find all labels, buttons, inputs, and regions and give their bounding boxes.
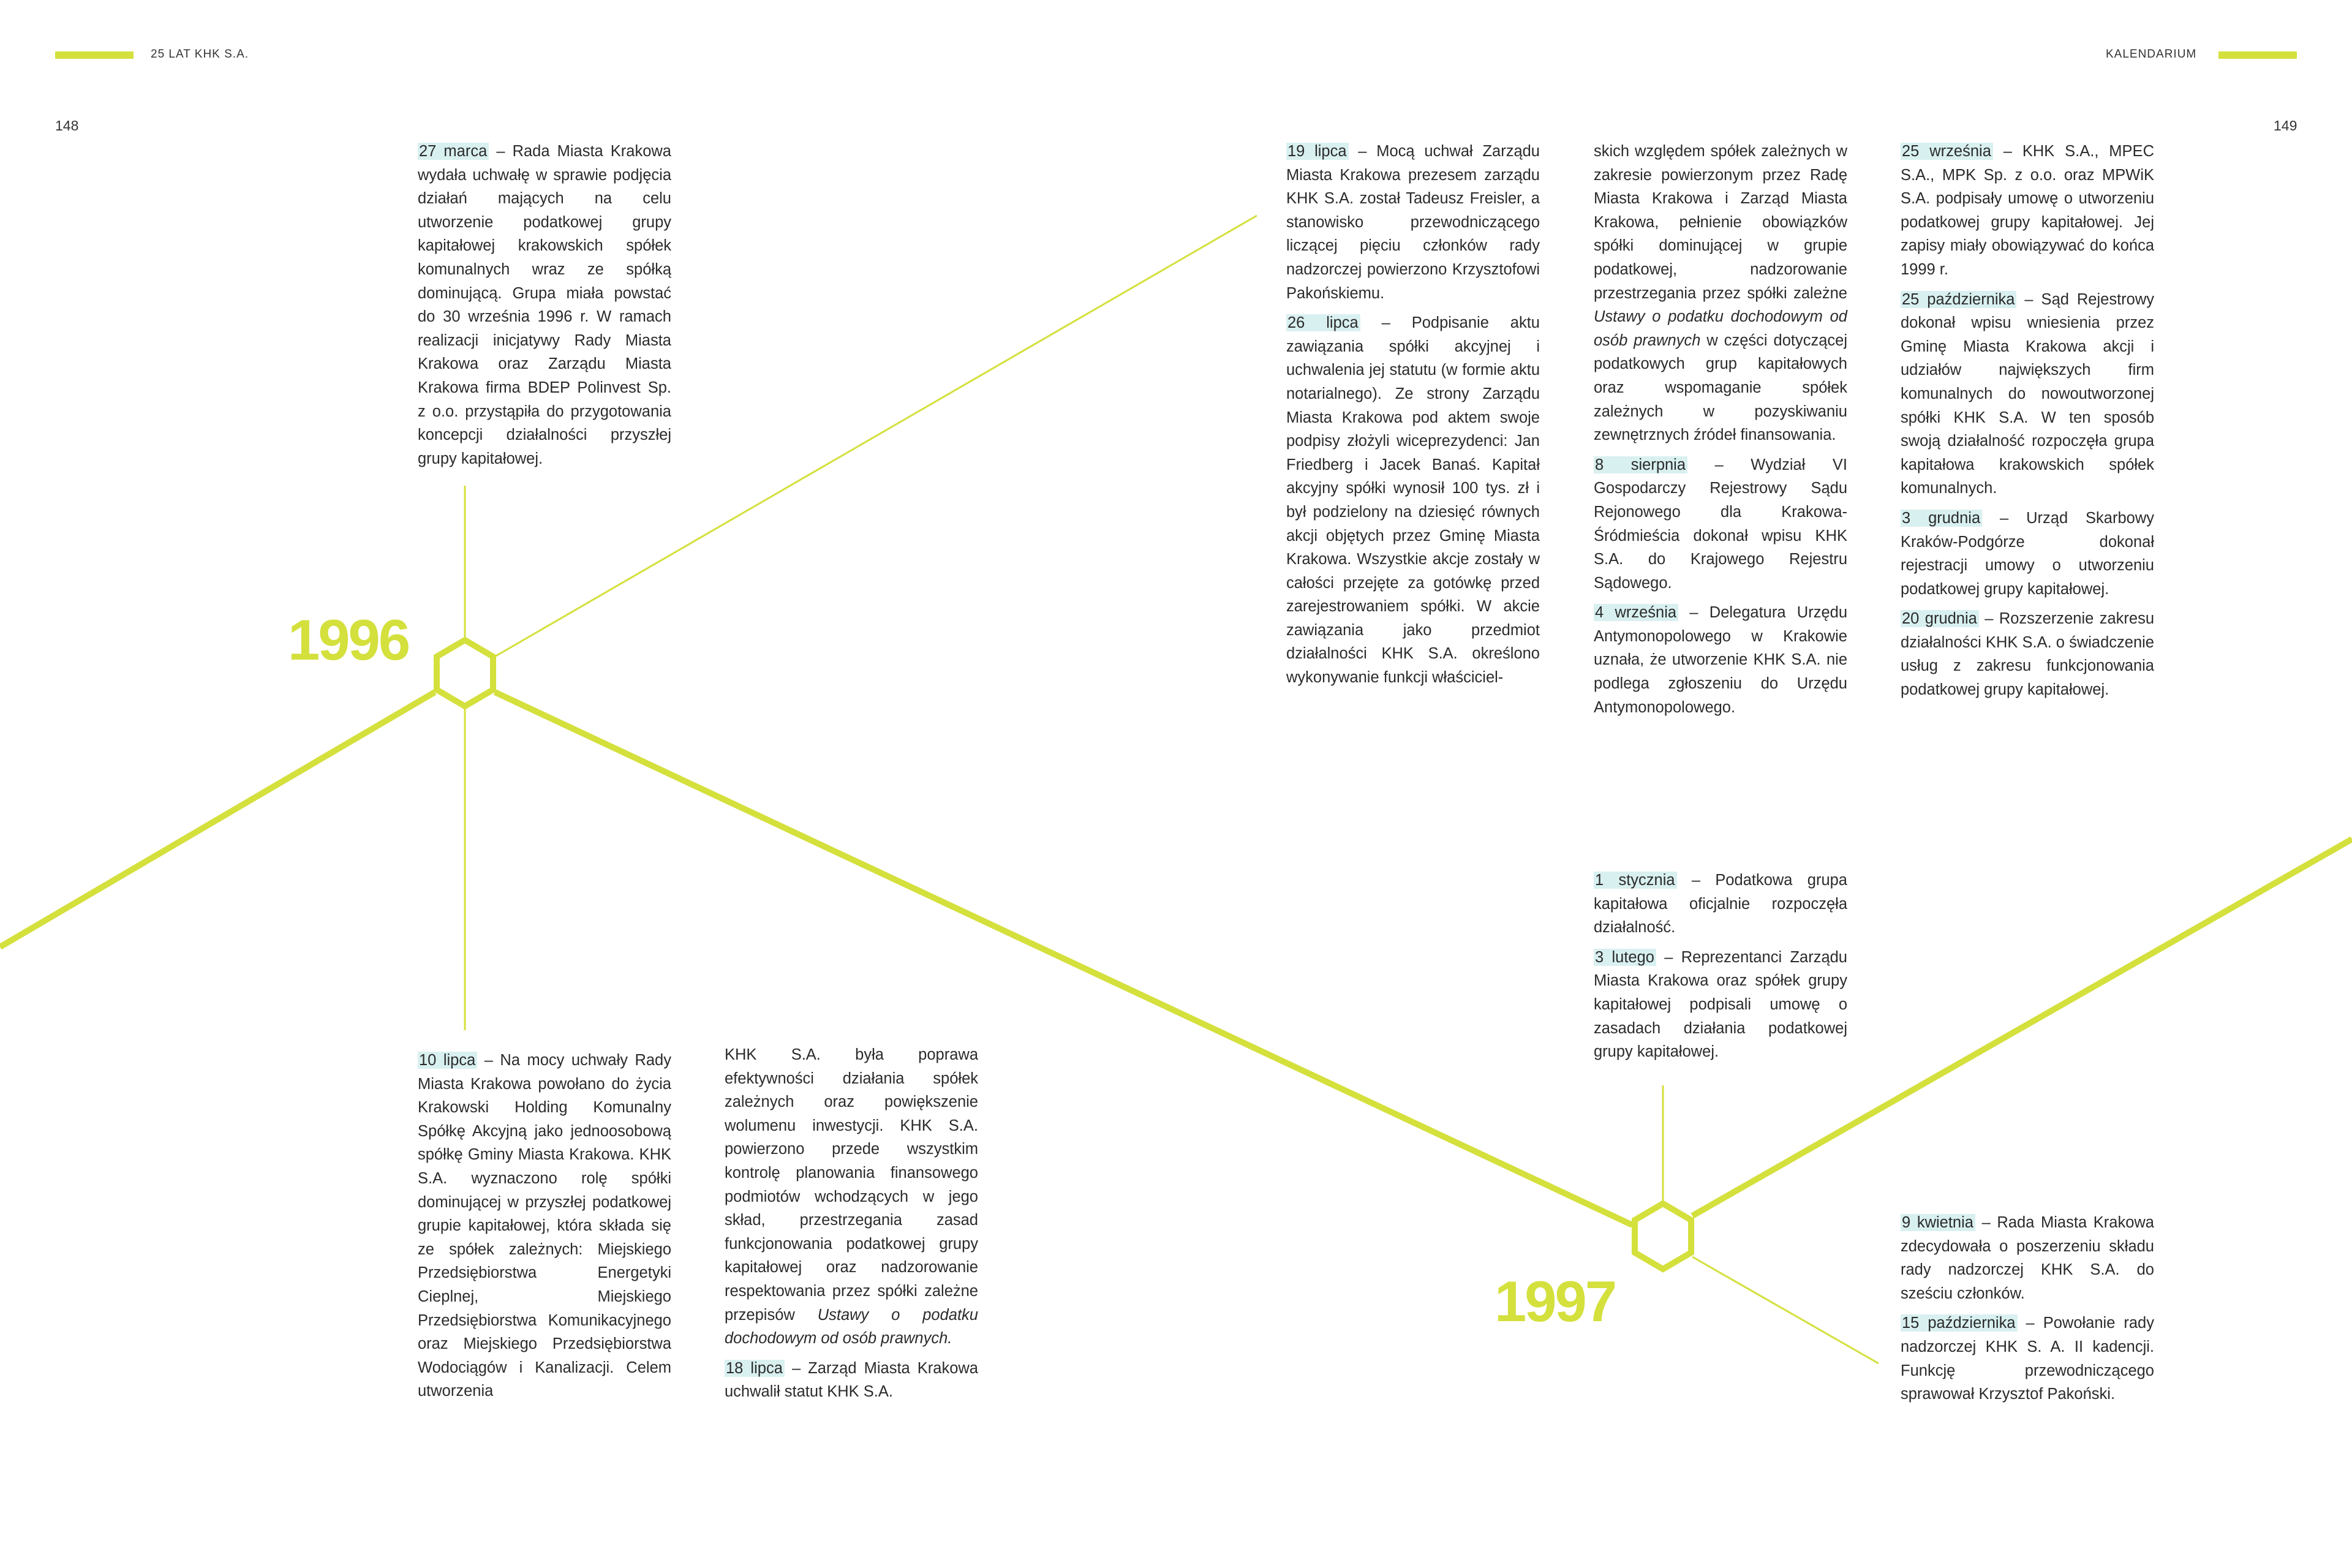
entry-date: 10 lipca (418, 1052, 477, 1069)
entry-text: – Mocą uchwał Zarządu Miasta Krakowa prezesem zarządu KHK S.A. został Tadeusz Freisler, a stanowisko przewodniczącego liczącej pięciu członków rady nadzorczej powierzono Krzysztofowi Pakońskiemu. (1286, 143, 1540, 302)
year-label-1997: 1997 (1494, 1269, 1616, 1333)
entry-date: 4 września (1594, 604, 1678, 621)
entry-date: 1 stycznia (1594, 872, 1677, 889)
entry-text: KHK S.A. była poprawa efektywności działania spółek zależnych oraz powiększenie wolumenu inwestycji. KHK S.A. powierzono przede wszystkim kontrolę planowania finansowego podmiotów wchodzących w jego skład, przestrzegania zasad funkcjonowania podatkowej grupy kapitałowej oraz nadzorowanie respektowania przez spółki zależne przepisów (725, 1046, 978, 1324)
entry-paragraph (1901, 1311, 2154, 1406)
page-number-left: 148 (55, 118, 79, 134)
entry-text: – Urząd Skarbowy Kraków-Podgórze dokonał rejestracji umowy o utworzeniu podatkowej grupy kapitałowej. (1901, 509, 2154, 598)
entry-date: 20 grudnia (1901, 610, 1979, 627)
entry-paragraph (1286, 311, 1540, 690)
timeline-node-1997 (1635, 1204, 1691, 1269)
entry-date: 27 marca (418, 143, 489, 160)
timeline-node-1996 (437, 640, 493, 706)
text-column-top-right-b (1594, 140, 1847, 725)
entry-text: – Na mocy uchwały Rady Miasta Krakowa powołano do życia Krakowski Holding Komunalny Spółkę Akcyjną jako jednoosobową spółkę Gminy Miasta Krakowa. KHK S.A. wyznaczono rolę spółki dominującej w przyszłej podatkowej grupie kapitałowej, która składa się ze spółek zależnych: Miejskiego Przedsiębiorstwa Energetyki Cieplnej, Miejskiego Przedsiębiorstwa Komunikacyjnego oraz Miejskiego Przedsiębiorstwa Wodociągów i Kanalizacji. Celem utworzenia (418, 1052, 671, 1400)
entry-text: – Sąd Rejestrowy dokonał wpisu wniesienia przez Gminę Miasta Krakowa akcji i udziałów największych firm komunalnych do nowoutworzonej spółki KHK S.A. W ten sposób swoją działalność rozpoczęła grupa kapitałowa krakowskich spółek komunalnych. (1901, 290, 2154, 497)
year-label-1996: 1996 (288, 608, 409, 672)
timeline-main-line (0, 692, 435, 947)
entry-paragraph (1594, 946, 1847, 1064)
text-column-bottom-right (1901, 1211, 2154, 1412)
entry-paragraph (1594, 140, 1847, 447)
entry-date: 25 października (1901, 291, 2016, 308)
entry-paragraph (1286, 140, 1540, 305)
entry-text: – Zarząd Miasta Krakowa uchwalił statut KHK S.A. (725, 1359, 978, 1401)
entry-date: 9 kwietnia (1901, 1214, 1975, 1231)
entry-paragraph (1594, 601, 1847, 719)
entry-text: – Podpisanie aktu zawiązania spółki akcyjnej i uchwalenia jej statutu (w formie aktu notarialnego). Ze strony Zarządu Miasta Krakowa pod aktem swoje podpisy złożyli wiceprezydenci: Jan Friedberg i Jacek Banaś. Kapitał akcyjny spółki wynosił 100 tys. zł i był podzielony na dziesięć równych akcji objętych przez Gminę Miasta Krakowa. Wszystkie akcje zostały w całości przejęte za gotówkę przed zarejestrowaniem spółki. W akcie zawiązania jako przedmiot działalności KHK S.A. określono wykonywanie funkcji właściciel- (1286, 314, 1540, 687)
page-number-right: 149 (2274, 118, 2297, 134)
entry-paragraph (725, 1043, 978, 1351)
entry-paragraph (1901, 1211, 2154, 1305)
entry-date: 15 października (1901, 1314, 2018, 1332)
entry-paragraph (418, 140, 671, 470)
entry-date: 18 lipca (725, 1360, 785, 1377)
entry-paragraph (1901, 507, 2154, 601)
entry-paragraph (1594, 453, 1847, 595)
entry-text: – Rada Miasta Krakowa zdecydowała o poszerzeniu składu rady nadzorczej KHK S.A. do sześciu członków. (1901, 1214, 2154, 1302)
entry-text: w części dotyczącej podatkowych grup kapitałowych oraz wspomaganie spółek zależnych w pozyskiwaniu zewnętrznych źródeł finansowania. (1594, 331, 1847, 444)
entry-date: 3 grudnia (1901, 510, 1982, 527)
entry-date: 26 lipca (1286, 314, 1360, 331)
entry-text: skich względem spółek zależnych w zakresie powierzonym przez Radę Miasta Krakowa i Zarząd Miasta Krakowa, pełnienie obowiązków spółki dominującej w grupie podatkowej, nadzorowanie przestrzegania przez spółki zależne (1594, 143, 1847, 302)
entry-paragraph (1594, 869, 1847, 940)
text-column-bottom-left-a (418, 1049, 671, 1409)
entry-paragraph (1901, 288, 2154, 500)
entry-text-italic: Ustawy o podatku dochodowym od osób prawnych (1594, 308, 1847, 349)
entry-date: 8 sierpnia (1594, 456, 1687, 473)
entry-text: – Delegatura Urzędu Antymonopolowego w Krakowie uznała, że utworzenie KHK S.A. nie podlega zgłoszeniu do Urzędu Antymonopolowego. (1594, 604, 1848, 716)
text-column-top-right-c (1901, 140, 2154, 708)
entry-text-italic: Ustawy o podatku dochodowym od osób prawnych. (725, 1306, 978, 1348)
entry-date: 19 lipca (1286, 143, 1349, 160)
entry-text: – KHK S.A., MPEC S.A., MPK Sp. z o.o. oraz MPWiK S.A. podpisały umowę o utworzeniu podatkowej grupy kapitałowej. Jej zapisy miały obowiązywać do końca 1999 r. (1901, 143, 2154, 278)
entry-text: – Podatkowa grupa kapitałowa oficjalnie rozpoczęła działalność. (1594, 872, 1847, 937)
entry-date: 25 września (1901, 143, 1993, 160)
entry-text: – Reprezentanci Zarządu Miasta Krakowa oraz spółek grupy kapitałowej podpisali umowę o zasadach działania podatkowej grupy kapitałowej. (1594, 948, 1847, 1061)
text-column-middle-right (1594, 869, 1847, 1070)
header-left-title: 25 LAT KHK S.A. (151, 48, 249, 61)
entry-date: 3 lutego (1594, 949, 1656, 966)
entry-paragraph (1901, 140, 2154, 282)
text-column-top-left (418, 140, 671, 477)
entry-paragraph (418, 1049, 671, 1403)
entry-paragraph (725, 1357, 978, 1404)
entry-paragraph (1901, 607, 2154, 701)
connector-line (1692, 1257, 1879, 1363)
entry-text: – Wydział VI Gospodarczy Rejestrowy Sądu Rejonowego dla Krakowa-Śródmieścia dokonał wpisu KHK S.A. do Krajowego Rejestru Sądowego. (1594, 456, 1847, 592)
text-column-bottom-left-b (725, 1043, 978, 1410)
entry-text: – Rada Miasta Krakowa wydała uchwałę w sprawie podjęcia działań mających na celu utworzenie podatkowej grupy kapitałowej krakowskich spółek komunalnych wraz ze spółką dominującą. Grupa miała powstać do 30 września 1996 r. W ramach realizacji inicjatywy Rady Miasta Krakowa oraz Zarządu Miasta Krakowa firma BDEP Polinvest Sp. z o.o. przystąpiła do przygotowania koncepcji działalności przyszłej grupy kapitałowej. (418, 143, 671, 467)
entry-text: – Rozszerzenie zakresu działalności KHK S.A. o świadczenie usług z zakresu funkcjonowania podatkowej grupy kapitałowej. (1901, 610, 2154, 699)
text-column-top-right-a (1286, 140, 1540, 696)
entry-text: – Powołanie rady nadzorczej KHK S. A. II kadencji. Funkcję przewodniczącego sprawował Krzysztof Pakoński. (1901, 1314, 2154, 1403)
header-right-title: KALENDARIUM (2106, 48, 2197, 61)
